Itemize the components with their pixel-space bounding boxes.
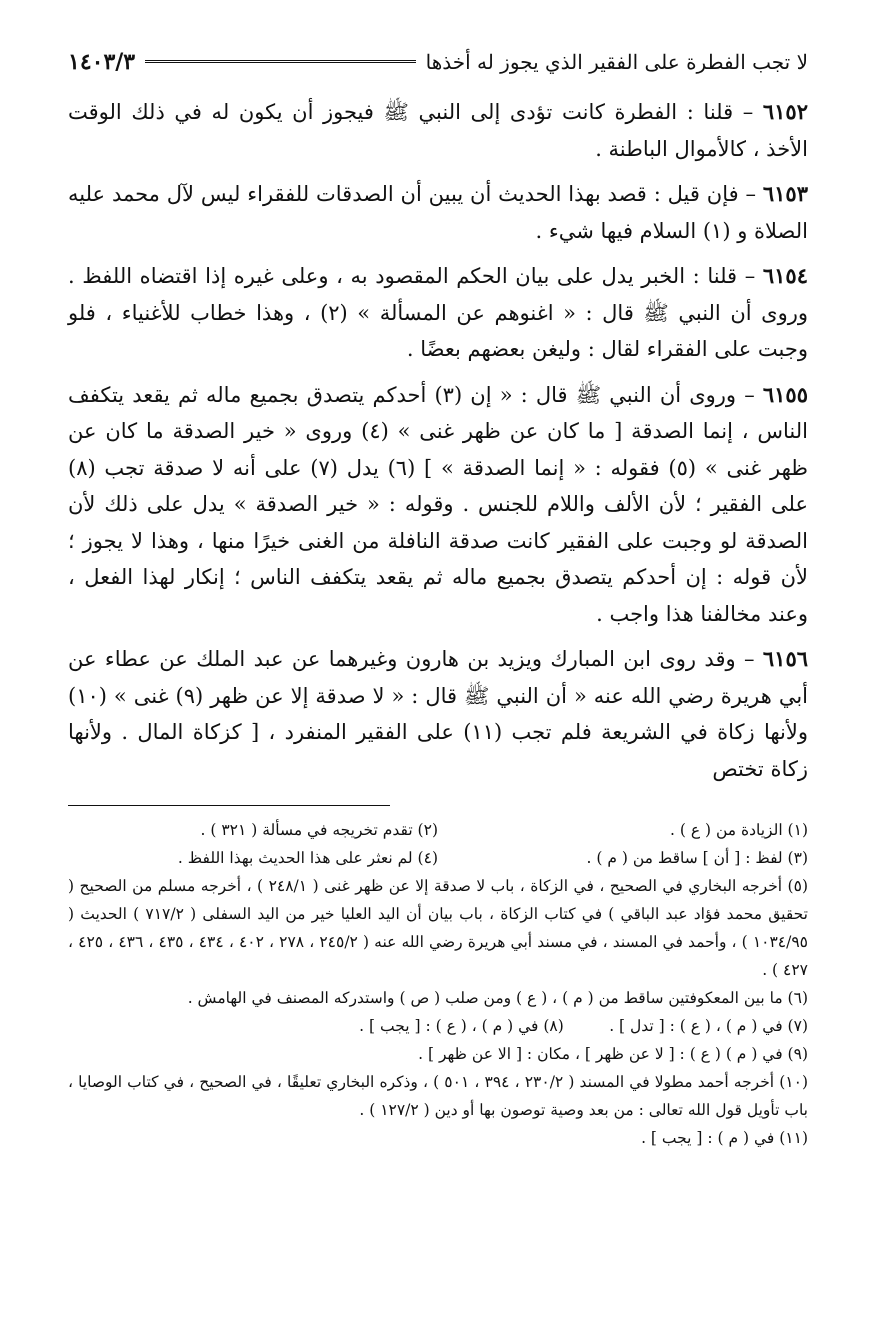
footnote-1: (١) الزيادة من ( ع ) . <box>669 821 808 839</box>
running-header <box>68 46 808 78</box>
paragraph-6153 <box>68 176 808 249</box>
footnote-4: (٤) لم نعثر على هذا الحديث بهذا اللفظ . <box>177 849 438 867</box>
paragraph-text: – قلنا : الخبر يدل على بيان الحكم المقصود به ، وعلى غيره إذا اقتضاه اللفظ . وروى أن النبي ﷺ قال : « اغنوهم عن المسألة » (٢) ، وهذا خطاب للأغنياء ، فلو وجبت على الفقراء لقال : وليغن بعضهم بعضًا . <box>68 264 808 361</box>
paragraph-6152 <box>68 94 808 167</box>
header-rule <box>145 60 415 65</box>
paragraph-text: – وقد روى ابن المبارك ويزيد بن هارون وغيرهما عن عبد الملك عن عطاء عن أبي هريرة رضي الله عنه « أن النبي ﷺ قال : « لا صدقة إلا عن ظهر (٩) غنى » (١٠) ولأنها زكاة في الشريعة فلم تجب (١١) على الفقير المنفرد ، [ كزكاة المال . ولأنها زكاة تختص <box>68 647 808 781</box>
paragraph-number: ٦١٥٦ <box>762 646 809 671</box>
paragraph-text: – قلنا : الفطرة كانت تؤدى إلى النبي ﷺ فيجوز أن يكون له في ذلك الوقت الأخذ ، كالأموال الباطنة . <box>68 100 808 161</box>
footnote-11: (١١) في ( م ) : [ يجب ] . <box>641 1129 808 1147</box>
footnote-5: (٥) أخرجه البخاري في الصحيح ، في الزكاة ، باب لا صدقة إلا عن ظهر غنى ( ٢٤٨/١ ) ، أخرجه مسلم من الصحيح ( تحقيق محمد فؤاد عبد الباقي ) في كتاب الزكاة ، باب بيان أن اليد العليا خير من اليد السفلى ( ٧١٧/٢ ) الحديث ( ١٠٣٤/٩٥ ) ، وأحمد في المسند ، في مسند أبي هريرة رضي الله عنه ( ٢٤٥/٢ ، ٢٧٨ ، ٤٠٢ ، ٤٣٤ ، ٤٣٥ ، ٤٣٦ ، ٤٢٥ ، ٤٢٧ ) . <box>68 877 808 979</box>
footnote-3: (٣) لفظ : [ أن ] ساقط من ( م ) . <box>586 849 808 867</box>
footnote-row <box>68 816 808 844</box>
footnotes <box>68 816 808 1152</box>
footnote-row <box>68 1012 808 1040</box>
main-text <box>68 94 808 787</box>
footnote-10: (١٠) أخرجه أحمد مطولا في المسند ( ٢٣٠/٢ ، ٣٩٤ ، ٥٠١ ) ، وذكره البخاري تعليقًا ، في الصحيح ، في كتاب الوصايا ، باب تأويل قول الله تعالى : من بعد وصية توصون بها أو دين ( ١٢٧/٢ ) . <box>68 1073 808 1119</box>
header-title: لا تجب الفطرة على الفقير الذي يجوز له أخذها <box>425 50 808 74</box>
paragraph-6155 <box>68 377 808 633</box>
paragraph-number: ٦١٥٥ <box>762 381 808 407</box>
paragraph-6154 <box>68 258 808 368</box>
paragraph-6156 <box>68 641 808 787</box>
paragraph-text: – فإن قيل : قصد بهذا الحديث أن يبين أن الصدقات للفقراء ليس لآل محمد عليه الصلاة و (١) السلام فيها شيء . <box>68 182 808 243</box>
paragraph-text: – وروى أن النبي ﷺ قال : « إن (٣) أحدكم يتصدق بجميع ماله ثم يقعد يتكفف الناس ، إنما الصدقة [ ما كان عن ظهر غنى » (٤) وروى « خير الصدقة ما كان عن ظهر غنى » (٥) فقوله : « إنما الصدقة » ] (٦) يدل (٧) على أنه لا صدقة تجب (٨) على الفقير ؛ لأن الألف واللام للجنس . وقوله : « خير الصدقة » يدل على ذلك لأن الصدقة لو وجبت على الفقير كانت صدقة النافلة من الغنى خيرًا منها ، وهذا لا يجوز ؛ لأن قوله : إن أحدكم يتصدق بجميع ماله ثم يقعد يتكفف الناس ؛ إنكار لهذا الفعل ، وعند مخالفنا هذا واجب . <box>68 382 809 626</box>
footnote-9: (٩) في ( م ) ( ع ) : [ لا عن ظهر ] ، مكان : [ الا عن ظهر ] . <box>418 1045 808 1063</box>
paragraph-number: ٦١٥٢ <box>762 99 808 124</box>
document-page <box>68 46 808 1152</box>
footnote-8: (٨) في ( م ) ، ( ع ) : [ يجب ] . <box>359 1017 564 1035</box>
footnote-row <box>68 844 808 872</box>
paragraph-number: ٦١٥٣ <box>762 181 808 206</box>
paragraph-number: ٦١٥٤ <box>762 263 808 288</box>
footnote-7: (٧) في ( م ) ، ( ع ) : [ تدل ] . <box>609 1017 808 1035</box>
footnote-2: (٢) تقدم تخريجه في مسألة ( ٣٢١ ) . <box>200 821 438 839</box>
page-number: ١٤٠٣/٣ <box>68 49 136 75</box>
footnote-6: (٦) ما بين المعكوفتين ساقط من ( م ) ، ( ع ) ومن صلب ( ص ) واستدركه المصنف في الهامش . <box>187 989 808 1007</box>
footnote-separator <box>68 805 390 806</box>
